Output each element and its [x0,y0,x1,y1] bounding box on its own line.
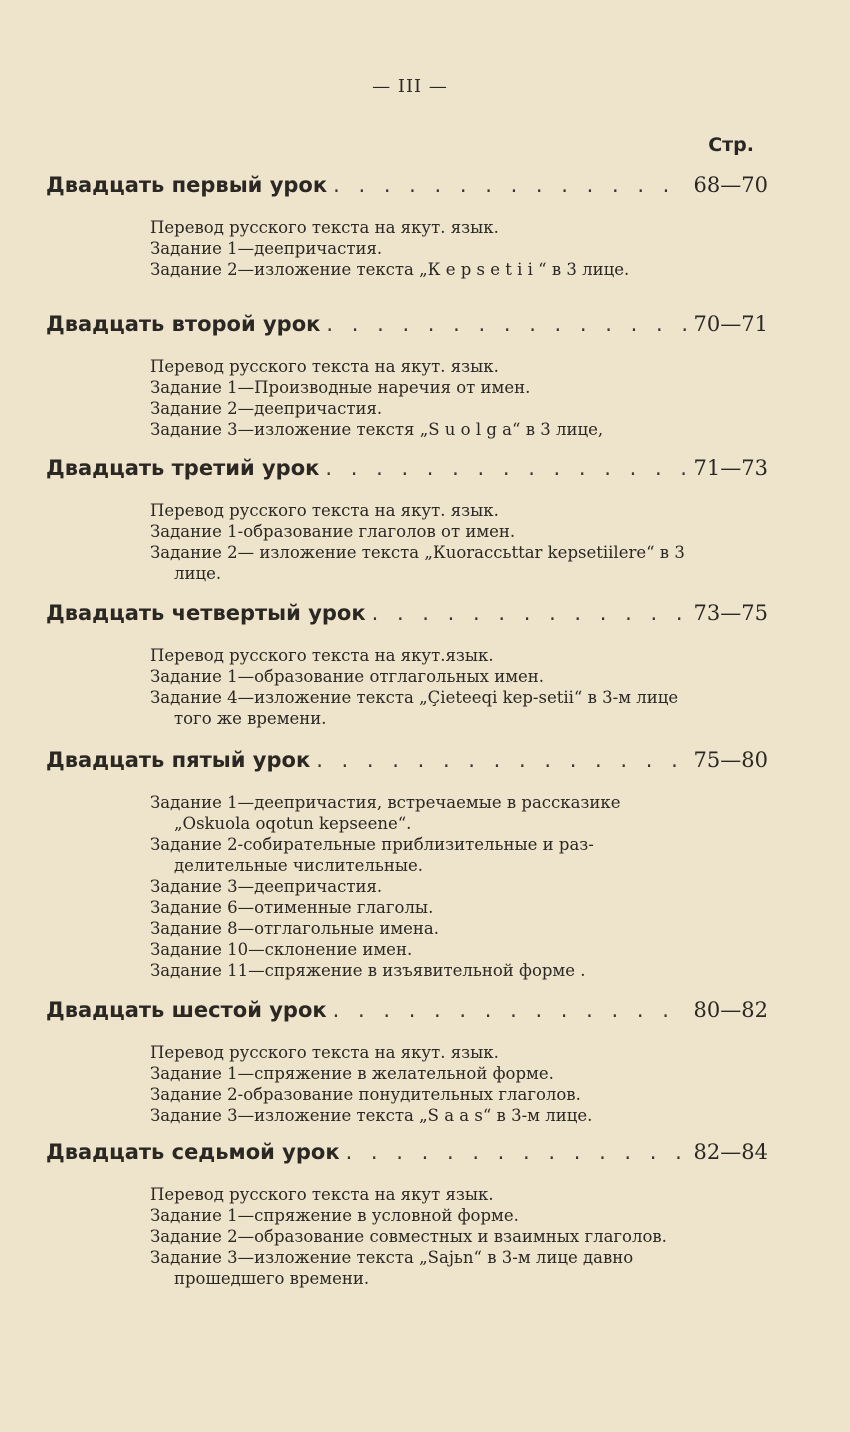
task-item: Задание 3—деепричастия. [150,877,383,896]
lesson-pages: 68—70 [693,173,768,197]
lesson-title: Двадцать третий урок [46,456,320,480]
task-item: Задание 2—изложение текста „К е р s е t i i “ в 3 лице. [150,260,630,279]
task-list [150,645,690,729]
lesson-title: Двадцать второй урок [46,312,321,336]
task-item: Задание 2-образование понудительных глаголов. [150,1085,581,1104]
task-item: Перевод русского текста на якут.язык. [150,646,494,665]
task-item: Задание 1—образование отглагольных имен. [150,667,545,686]
task-item: Задание 1—деепричастия. [150,239,383,258]
task-item: Задание 10—склонение имен. [150,940,413,959]
leader-dots [326,312,687,336]
lesson-heading [46,1140,768,1170]
lesson-pages: 82—84 [693,1140,768,1164]
task-item: Задание 2—деепричастия. [150,399,383,418]
task-item: Задание 2-собирательные приблизительные и раз-делительные числительные. [150,835,594,875]
task-item: Перевод русского текста на якут. язык. [150,1043,499,1062]
task-item: Перевод русского текста на якут. язык. [150,357,499,376]
lesson-pages: 70—71 [693,312,768,336]
task-list [150,500,690,584]
lesson-pages: 75—80 [693,748,768,772]
task-item: Перевод русского текста на якут язык. [150,1185,494,1204]
lesson-title: Двадцать четвертый урок [46,601,366,625]
lesson-title: Двадцать первый урок [46,173,328,197]
task-item: Задание 3—изложение текста „S a a s“ в 3-м лице. [150,1106,593,1125]
lesson-25 [46,748,768,981]
lesson-heading [46,312,768,342]
leader-dots [325,456,687,480]
page-number: — III — [372,76,448,97]
lesson-heading [46,173,768,203]
lesson-pages: 80—82 [693,998,768,1022]
task-item: Задание 1—спряжение в условной форме. [150,1206,519,1225]
leader-dots [333,998,688,1022]
task-item: Задание 11—спряжение в изъявительной форме . [150,961,586,980]
task-list [150,1184,690,1289]
lesson-heading [46,998,768,1028]
lesson-pages: 73—75 [693,601,768,625]
task-item: Задание 3—изложение текста „Sajьn“ в 3-м лице давно прошедшего времени. [150,1248,634,1288]
lesson-26 [46,998,768,1126]
task-item: Задание 2— изложение текста „Кuoraccьttar kepsetiilere“ в 3 лице. [150,543,685,583]
task-item: Задание 4—изложение текста „Çieteeqi kep-setii“ в 3-м лице того же времени. [150,688,679,728]
leader-dots [316,748,687,772]
lesson-heading [46,748,768,778]
task-item: Задание 1-образование глаголов от имен. [150,522,516,541]
lesson-title: Двадцать седьмой урок [46,1140,340,1164]
task-item: Задание 1—спряжение в желательной форме. [150,1064,554,1083]
lesson-heading [46,601,768,631]
leader-dots [333,173,687,197]
task-item: Задание 8—отглагольные имена. [150,919,439,938]
task-item: Перевод русского текста на якут. язык. [150,501,499,520]
lesson-pages: 71—73 [693,456,768,480]
lesson-heading [46,456,768,486]
lesson-title: Двадцать пятый урок [46,748,311,772]
lesson-title: Двадцать шестой урок [46,998,327,1022]
task-item: Задание 2—образование совместных и взаимных глаголов. [150,1227,667,1246]
task-list [150,217,690,280]
task-list [150,356,690,440]
task-item: Перевод русского текста на якут. язык. [150,218,499,237]
task-item: Задание 3—изложение текстя „S u o l g a“ в 3 лице, [150,420,604,439]
leader-dots [372,601,688,625]
task-item: Задание 1—Производные наречия от имен. [150,378,531,397]
lesson-21 [46,173,768,280]
lesson-27 [46,1140,768,1289]
task-list [150,1042,690,1126]
page-column-header: Стр. [708,134,754,156]
leader-dots [346,1140,688,1164]
task-item: Задание 6—отименные глаголы. [150,898,434,917]
lesson-23 [46,456,768,584]
task-list [150,792,690,981]
task-item: Задание 1—деепричастия, встречаемые в рассказике „Oskuola oqotun kepseene“. [150,793,621,833]
lesson-22 [46,312,768,440]
lesson-24 [46,601,768,729]
